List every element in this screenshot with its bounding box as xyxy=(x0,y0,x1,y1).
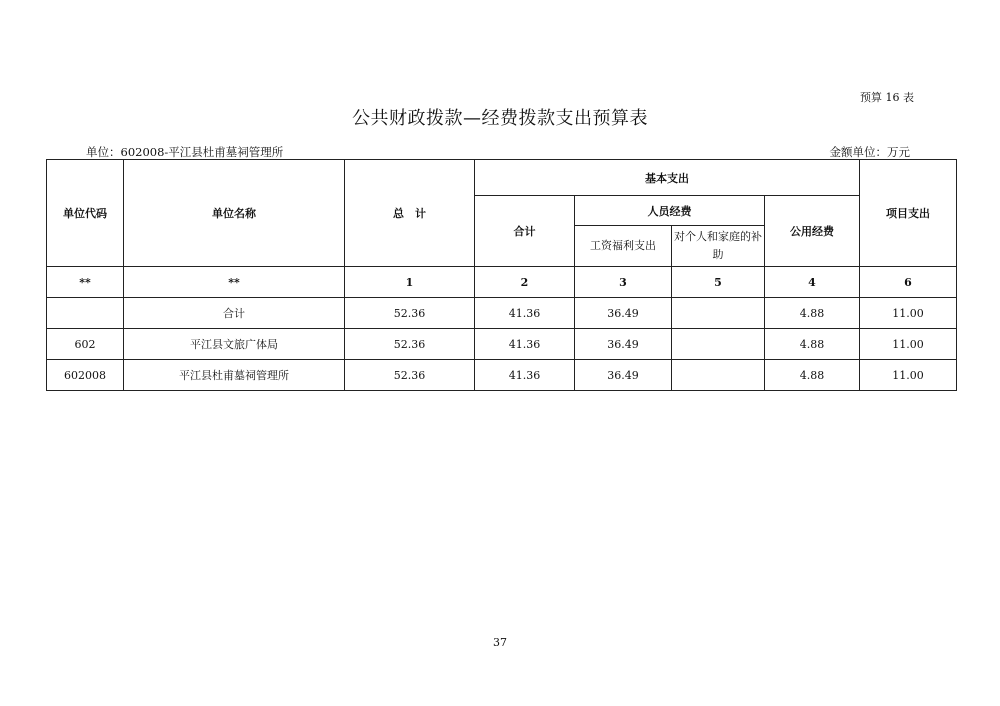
header-basic-expense: 基本支出 xyxy=(475,160,860,196)
cell-subtotal: 41.36 xyxy=(475,329,575,360)
cell-name: 平江县杜甫墓祠管理所 xyxy=(124,360,345,391)
cell-total: 52.36 xyxy=(345,360,475,391)
header-personnel: 人员经费 xyxy=(575,196,765,226)
header-unit-code: 单位代码 xyxy=(47,160,124,267)
cell-project: 11.00 xyxy=(860,360,957,391)
amount-unit: 金额单位：万元 xyxy=(829,145,910,159)
cell-wage: 36.49 xyxy=(575,298,672,329)
cell-wage: 36.49 xyxy=(575,329,672,360)
cell-name: 合计 xyxy=(124,298,345,329)
header-public-expense: 公用经费 xyxy=(765,196,860,267)
document-title: 公共财政拨款—经费拨款支出预算表 xyxy=(352,108,648,129)
table-number: 预算 16 表 xyxy=(860,91,914,104)
header-subtotal: 合计 xyxy=(475,196,575,267)
index-cell: 5 xyxy=(672,267,765,298)
header-wage-welfare: 工资福利支出 xyxy=(575,226,672,267)
index-cell: 2 xyxy=(475,267,575,298)
header-family-subsidy: 对个人和家庭的补助 xyxy=(672,226,765,267)
cell-total: 52.36 xyxy=(345,329,475,360)
cell-code: 602008 xyxy=(47,360,124,391)
index-cell: 6 xyxy=(860,267,957,298)
index-cell: 3 xyxy=(575,267,672,298)
unit-info-row xyxy=(86,144,910,160)
cell-public: 4.88 xyxy=(765,360,860,391)
index-row xyxy=(47,267,957,298)
index-cell: 1 xyxy=(345,267,475,298)
page-number: 37 xyxy=(493,636,507,649)
table-row xyxy=(47,329,957,360)
cell-public: 4.88 xyxy=(765,298,860,329)
table-row xyxy=(47,360,957,391)
table-row xyxy=(47,298,957,329)
cell-family xyxy=(672,360,765,391)
cell-family xyxy=(672,298,765,329)
unit-label: 单位：602008-平江县杜甫墓祠管理所 xyxy=(86,145,284,159)
header-total: 总 计 xyxy=(345,160,475,267)
budget-table xyxy=(46,159,957,391)
index-cell: ** xyxy=(124,267,345,298)
cell-project: 11.00 xyxy=(860,329,957,360)
cell-subtotal: 41.36 xyxy=(475,360,575,391)
cell-public: 4.88 xyxy=(765,329,860,360)
index-cell: ** xyxy=(47,267,124,298)
header-unit-name: 单位名称 xyxy=(124,160,345,267)
cell-code xyxy=(47,298,124,329)
cell-total: 52.36 xyxy=(345,298,475,329)
cell-wage: 36.49 xyxy=(575,360,672,391)
cell-project: 11.00 xyxy=(860,298,957,329)
cell-code: 602 xyxy=(47,329,124,360)
cell-family xyxy=(672,329,765,360)
cell-name: 平江县文旅广体局 xyxy=(124,329,345,360)
index-cell: 4 xyxy=(765,267,860,298)
header-project-expense: 项目支出 xyxy=(860,160,957,267)
cell-subtotal: 41.36 xyxy=(475,298,575,329)
